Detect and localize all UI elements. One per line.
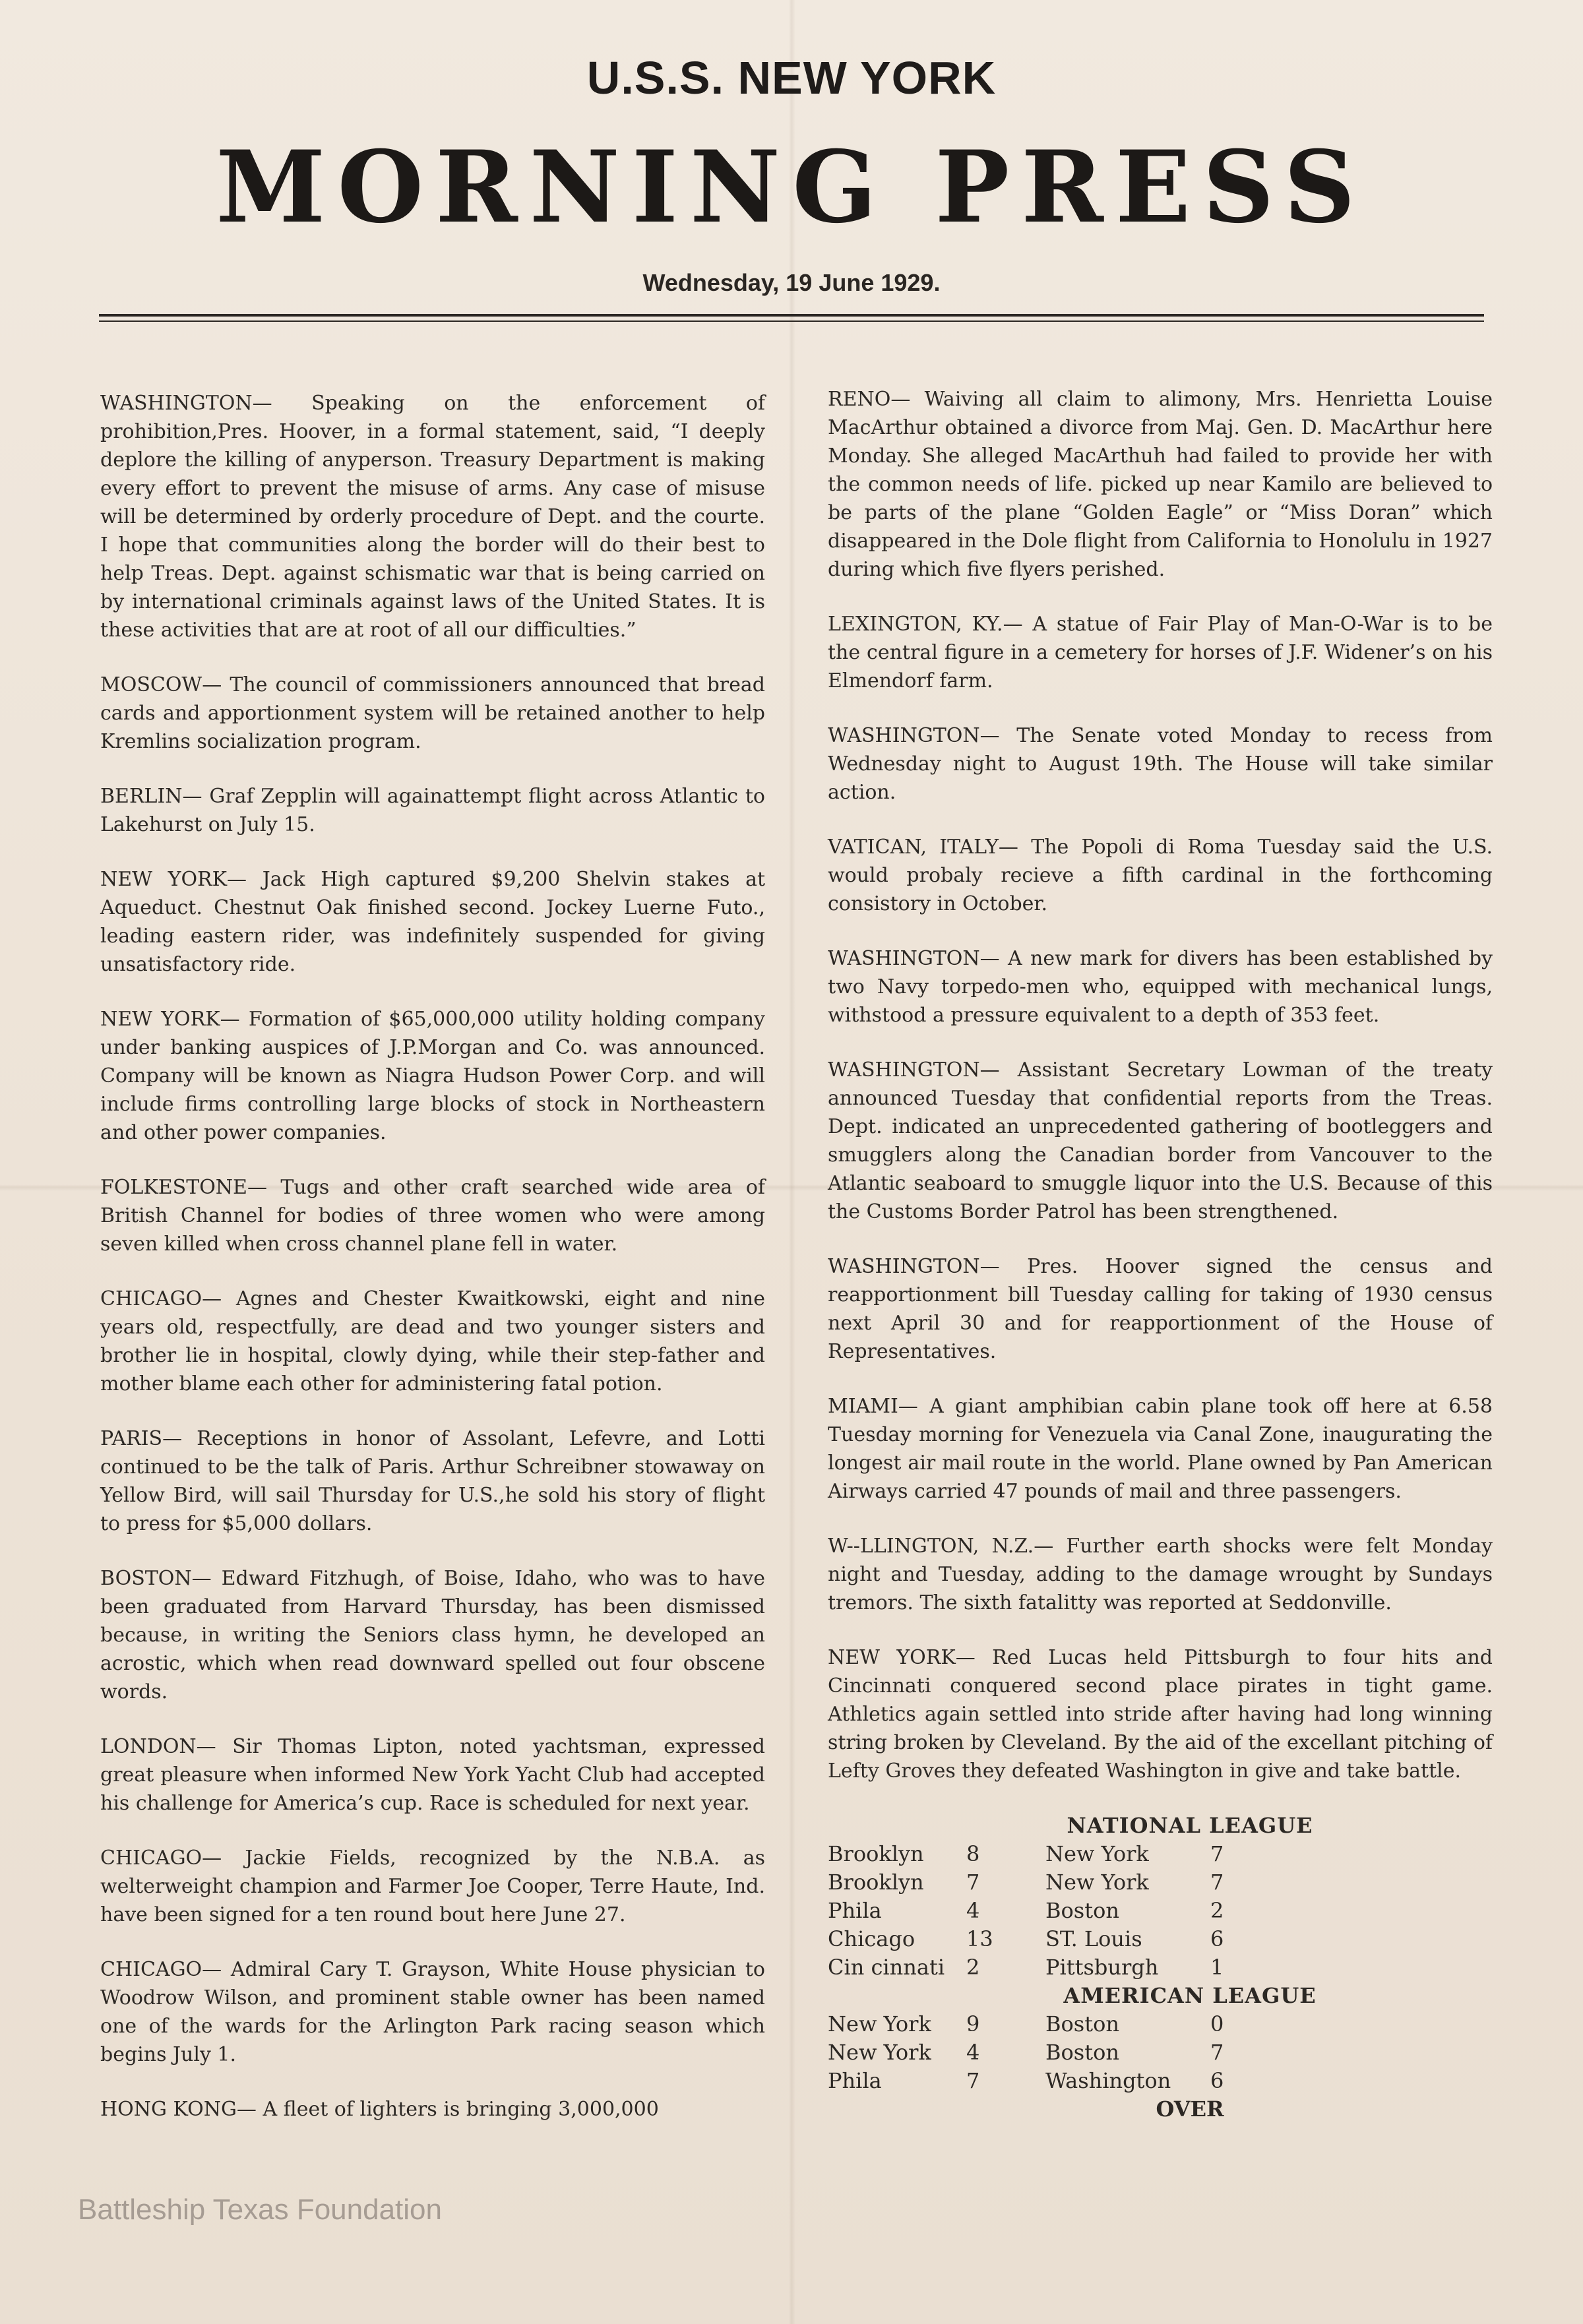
masthead-rule-thick	[99, 314, 1484, 317]
score-team1: Phila	[828, 1898, 882, 1923]
news-item	[100, 1285, 765, 1398]
news-text: The Popoli di Roma Tuesday said the U.S. would probaly recieve a fifth cardinal in the forthcoming consistory in October.	[828, 836, 1493, 915]
score-team1: Cin cinnati	[828, 1955, 945, 1980]
score-score1: 4	[966, 1898, 980, 1923]
ship-name: U.S.S. NEW YORK	[586, 52, 997, 104]
news-item	[828, 1252, 1493, 1366]
news-item	[100, 1424, 765, 1538]
score-row	[828, 1840, 1493, 1868]
score-team1: Chicago	[828, 1926, 916, 1951]
score-row	[828, 1868, 1493, 1897]
score-team1: New York	[828, 2040, 931, 2065]
news-dateline: BOSTON—	[100, 1567, 212, 1590]
score-team2: Boston	[1045, 2040, 1119, 2065]
score-score2: 1	[1210, 1955, 1224, 1980]
score-row	[828, 1953, 1493, 1982]
news-dateline: NEW YORK—	[100, 868, 247, 891]
news-dateline: MIAMI—	[828, 1395, 918, 1418]
news-text: Further earth shocks were felt Monday night and Tuesday, adding to the damage wrought by Sundays tremors. The sixth fatalitty was reported at Seddonville.	[828, 1535, 1493, 1614]
score-team2: New York	[1045, 1841, 1149, 1866]
news-item	[100, 671, 765, 756]
score-score1: 7	[966, 2068, 980, 2093]
news-dateline: MOSCOW—	[100, 673, 222, 696]
news-item	[828, 833, 1493, 918]
score-team1: Phila	[828, 2068, 882, 2093]
news-item	[100, 782, 765, 839]
news-dateline: WASHINGTON—	[828, 724, 1000, 747]
news-item	[100, 1005, 765, 1147]
news-text: The Senate voted Monday to recess from Wednesday night to August 19th. The House will take similar action.	[828, 724, 1493, 804]
right-column-articles	[828, 385, 1493, 1785]
news-text: Receptions in honor of Assolant, Lefevre, and Lotti continued to be the talk of Paris. Arthur Schreibner stowaway on Yellow Bird, will sail Thursday for U.S.,he sold his story of flight to press for $5,000 dollars.	[100, 1427, 765, 1535]
news-item	[100, 1955, 765, 2069]
news-item	[100, 1173, 765, 1258]
news-text: Assistant Secretary Lowman of the treaty announced Tuesday that confidential reports from the Treas. Dept. indicated an unprecedented gathering of bootleggers and smugglers along the Canadian border from Vancouver to the Atlantic seaboard to smuggle liquor into the U.S. Because of this the Customs Border Patrol has been strengthened.	[828, 1058, 1493, 1223]
news-dateline: PARIS—	[100, 1427, 183, 1450]
news-text: Formation of $65,000,000 utility holding company under banking auspices of J.P.Morgan and Co. was announced. Company will be known as Niagra Hudson Power Corp. and will include firms controlling large blocks of stock in Northeastern and other power companies.	[100, 1008, 766, 1144]
score-row	[828, 2010, 1493, 2038]
national-league-scores	[828, 1840, 1493, 1982]
score-team2: Washington	[1045, 2068, 1171, 2093]
news-dateline: RENO—	[828, 388, 911, 411]
news-text: The council of commissioners announced that bread cards and apportionment system will be retained another to help Kremlins socialization program.	[100, 673, 765, 753]
score-team2: Boston	[1045, 1898, 1119, 1923]
score-score1: 2	[966, 1955, 980, 1980]
news-item	[828, 1392, 1493, 1506]
news-dateline: LEXINGTON, KY.—	[828, 613, 1023, 636]
news-dateline: LONDON—	[100, 1735, 216, 1758]
news-dateline: CHICAGO—	[100, 1847, 222, 1870]
american-league-scores	[828, 2010, 1493, 2095]
score-row	[828, 1897, 1493, 1925]
score-row	[828, 1925, 1493, 1953]
score-score2: 6	[1210, 1926, 1224, 1951]
score-row	[828, 2067, 1493, 2095]
news-dateline: VATICAN, ITALY—	[828, 836, 1018, 859]
news-text: Pres. Hoover signed the census and reapportionment bill Tuesday calling for taking of 1930 census next April 30 and for reapportionment of the House of Representatives.	[828, 1255, 1493, 1363]
news-dateline: NEW YORK—	[100, 1008, 240, 1031]
score-team1: New York	[828, 2011, 931, 2036]
news-text: Admiral Cary T. Grayson, White House physician to Woodrow Wilson, and prominent stable owner has been named one of the wards for the Arlington Park racing season which begins July 1.	[100, 1958, 765, 2066]
score-score2: 7	[1210, 1841, 1224, 1866]
news-text: Waiving all claim to alimony, Mrs. Henrietta Louise MacArthur obtained a divorce from Maj. Gen. D. MacArthur here Monday. She alleged MacArthuh had failed to provide her with the common needs of life. picked up near Kamilo are believed to be parts of the plane “Golden Eagle” or “Miss Doran” which disappeared in the Dole flight from California to Honolulu in 1927 during which five flyers perished.	[828, 388, 1493, 581]
news-text: Agnes and Chester Kwaitkowski, eight and nine years old, respectfully, are dead and two younger sisters and brother lie in hospital, clowly dying, while their step-father and mother blame each other for administering fatal potion.	[100, 1287, 765, 1395]
news-text: Speaking on the enforcement of prohibition,Pres. Hoover, in a formal statement, said, “I deeply deplore the killing of anyperson. Treasury Department is making every effort to prevent the misuse of arms. Any case of misuse will be determined by orderly procedure of Dept. and the courte. I hope that communities along the border will do their best to help Treas. Dept. against schismatic war that is being carried on by international criminals against laws of the United States. It is these activities that are at root of all our difficulties.”	[100, 392, 765, 642]
news-item	[100, 1732, 765, 1818]
score-team1: Brooklyn	[828, 1841, 924, 1866]
news-item	[828, 385, 1493, 584]
news-dateline: WASHINGTON—	[828, 947, 1000, 970]
score-score2: 7	[1210, 1870, 1224, 1895]
news-item	[828, 944, 1493, 1029]
score-score2: 6	[1210, 2068, 1224, 2093]
score-team2: Boston	[1045, 2011, 1119, 2036]
score-team2: New York	[1045, 1870, 1149, 1895]
news-text: A new mark for divers has been established by two Navy torpedo-men who, equipped with mechanical lungs, withstood a pressure equivalent to a depth of 353 feet.	[828, 947, 1493, 1027]
news-text: Red Lucas held Pittsburgh to four hits and Cincinnati conquered second place pirates in tight game. Athletics again settled into stride after having had long winning string broken by Cleveland. By the aid of the excellant pitching of Lefty Groves they defeated Washington in give and take battle.	[828, 1646, 1493, 1783]
score-score1: 7	[966, 1870, 980, 1895]
score-row	[828, 2038, 1493, 2067]
news-dateline: WASHINGTON—	[828, 1058, 1000, 1082]
news-item	[100, 2095, 765, 2124]
news-item	[828, 721, 1493, 807]
score-score1: 4	[966, 2040, 980, 2065]
news-item	[100, 1564, 765, 1706]
score-score2: 0	[1210, 2011, 1224, 2036]
national-league-title: NATIONAL LEAGUE	[1067, 1813, 1313, 1838]
news-dateline: NEW YORK—	[828, 1646, 976, 1669]
news-item	[828, 1643, 1493, 1785]
news-item	[100, 1844, 765, 1929]
news-dateline: WASHINGTON—	[828, 1255, 1000, 1278]
issue-date: Wednesday, 19 June 1929.	[642, 269, 941, 296]
baseball-scores	[828, 1812, 1493, 2124]
news-text: A fleet of lighters is bringing 3,000,000	[263, 2098, 659, 2121]
american-league-title: AMERICAN LEAGUE	[1063, 1983, 1317, 2008]
score-team2: ST. Louis	[1045, 1926, 1142, 1951]
news-dateline: CHICAGO—	[100, 1958, 222, 1981]
news-item	[100, 389, 765, 644]
news-text: Jack High captured $9,200 Shelvin stakes at Aqueduct. Chestnut Oak finished second. Jockey Luerne Futo., leading eastern rider, was indefinitely suspended for giving unsatisfactory ride.	[100, 868, 766, 976]
score-score2: 2	[1210, 1898, 1224, 1923]
score-team1: Brooklyn	[828, 1870, 924, 1895]
news-dateline: W--LLINGTON, N.Z.—	[828, 1535, 1054, 1558]
news-text: Sir Thomas Lipton, noted yachtsman, expressed great pleasure when informed New York Yacht Club had accepted his challenge for America’s cup. Race is scheduled for next year.	[100, 1735, 765, 1815]
news-text: A statue of Fair Play of Man-O-War is to be the central figure in a cemetery for horses of J.F. Widener’s on his Elmendorf farm.	[828, 613, 1493, 692]
news-text: Jackie Fields, recognized by the N.B.A. as welterweight champion and Farmer Joe Cooper, Terre Haute, Ind. have been signed for a ten round bout here June 27.	[100, 1847, 765, 1926]
news-dateline: HONG KONG—	[100, 2098, 257, 2121]
score-score1: 13	[966, 1926, 993, 1951]
score-score1: 8	[966, 1841, 980, 1866]
score-team2: Pittsburgh	[1045, 1955, 1159, 1980]
over-notice: OVER	[1156, 2096, 1224, 2122]
newspaper-title: MORNING PRESS	[216, 129, 1367, 245]
news-dateline: CHICAGO—	[100, 1287, 222, 1310]
news-text: Tugs and other craft searched wide area of British Channel for bodies of three women who were among seven killed when cross channel plane fell in water.	[100, 1176, 765, 1256]
news-text: A giant amphibian cabin plane took off here at 6.58 Tuesday morning for Venezuela via Canal Zone, inaugurating the longest air mail route in the world. Plane owned by Pan American Airways carried 47 pounds of mail and three passengers.	[828, 1395, 1493, 1503]
news-text: Graf Zepplin will againattempt flight across Atlantic to Lakehurst on July 15.	[100, 785, 765, 836]
masthead-rule-thin	[99, 321, 1484, 322]
news-dateline: FOLKESTONE—	[100, 1176, 267, 1199]
left-column	[100, 389, 765, 2150]
score-score1: 9	[966, 2011, 980, 2036]
watermark: Battleship Texas Foundation	[78, 2193, 442, 2226]
news-dateline: BERLIN—	[100, 785, 202, 808]
news-dateline: WASHINGTON—	[100, 392, 272, 415]
news-text: Edward Fitzhugh, of Boise, Idaho, who was to have been graduated from Harvard Thursday, has been dismissed because, in writing the Seniors class hymn, he developed an acrostic, which when read downward spelled out four obscene words.	[100, 1567, 766, 1703]
news-item	[828, 1532, 1493, 1617]
right-column	[828, 385, 1493, 2124]
score-score2: 7	[1210, 2040, 1224, 2065]
news-item	[828, 1056, 1493, 1226]
news-item	[828, 610, 1493, 695]
news-item	[100, 865, 765, 979]
